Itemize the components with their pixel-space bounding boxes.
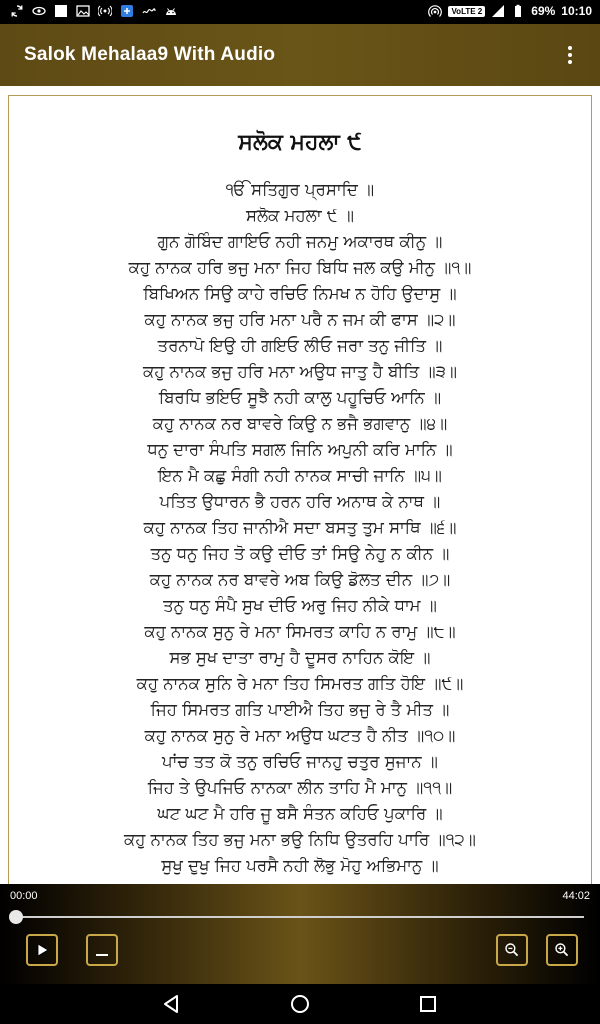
current-time: 00:00	[10, 890, 38, 902]
verse-line: ਤਰਨਾਪੋ ਇਉ ਹੀ ਗਇਓ ਲੀਓ ਜਰਾ ਤਨੁ ਜੀਤਿ ॥	[157, 336, 443, 355]
scribble-icon	[142, 4, 156, 18]
verse-line: ਕਹੁ ਨਾਨਕ ਸੁਨਿ ਰੇ ਮਨਾ ਤਿਹ ਸਿਮਰਤ ਗਤਿ ਹੋਇ ॥੯॥	[136, 674, 464, 693]
sync-icon	[10, 4, 24, 18]
verse-line: ਕਹੁ ਨਾਨਕ ਭਜੁ ਹਰਿ ਮਨਾ ਅਉਧ ਜਾਤੁ ਹੈ ਬੀਤਿ ॥੩॥	[143, 362, 457, 381]
zoom-in-button[interactable]	[546, 934, 578, 966]
verse-line: ਬਿਰਧਿ ਭਇਓ ਸੂਝੈ ਨਹੀ ਕਾਲੁ ਪਹੂਚਿਓ ਆਨਿ ॥	[158, 388, 442, 407]
verse-line: ਇਨ ਮੈ ਕਛੁ ਸੰਗੀ ਨਹੀ ਨਾਨਕ ਸਾਚੀ ਜਾਨਿ ॥੫॥	[158, 466, 442, 485]
page-heading: ਸਲੋਕ ਮਹਲਾ ੯	[238, 130, 362, 155]
verse-line: ਧਨੁ ਦਾਰਾ ਸੰਪਤਿ ਸਗਲ ਜਿਨਿ ਅਪੁਨੀ ਕਰਿ ਮਾਨਿ ॥	[147, 440, 453, 459]
status-bar-system	[428, 4, 592, 18]
verse-line: ਤਨੁ ਧਨੁ ਸੰਪੈ ਸੁਖ ਦੀਓ ਅਰੁ ਜਿਹ ਨੀਕੇ ਧਾਮ ॥	[163, 596, 437, 615]
clock: 10:10	[561, 4, 592, 18]
play-button[interactable]	[26, 934, 58, 966]
verse-line: ਗੁਨ ਗੋਬਿੰਦ ਗਾਇਓ ਨਹੀ ਜਨਮੁ ਅਕਾਰਥ ਕੀਨੁ ॥	[157, 232, 443, 251]
battery-icon	[511, 4, 525, 18]
status-bar-notifications	[10, 4, 178, 18]
verse-line: ਪਾਂਚ ਤਤ ਕੋ ਤਨੁ ਰਚਿਓ ਜਾਨਹੁ ਚਤੁਰ ਸੁਜਾਨ ॥	[162, 752, 438, 771]
verse-line: ਸੁਖੁ ਦੁਖੁ ਜਿਹ ਪਰਸੈ ਨਹੀ ਲੋਭੁ ਮੋਹੁ ਅਭਿਮਾਨੁ ॥	[161, 856, 439, 875]
verse-line: ਪਤਿਤ ਉਧਾਰਨ ਭੈ ਹਰਨ ਹਰਿ ਅਨਾਥ ਕੇ ਨਾਥ ॥	[159, 492, 441, 511]
overflow-menu-icon	[568, 46, 572, 50]
minimize-button[interactable]	[86, 934, 118, 966]
android-icon	[164, 4, 178, 18]
text-card[interactable]	[8, 95, 592, 897]
verse-line: ੴ ਸਤਿਗੁਰ ਪ੍ਰਸਾਦਿ ॥	[225, 180, 375, 199]
zoom-out-button[interactable]	[496, 934, 528, 966]
verse-line: ਜਿਹ ਤੇ ਉਪਜਿਓ ਨਾਨਕਾ ਲੀਨ ਤਾਹਿ ਮੈ ਮਾਨੁ ॥੧੧॥	[147, 778, 453, 797]
app-icon	[120, 4, 134, 18]
app-bar	[0, 24, 600, 86]
volte-badge: VoLTE 2	[448, 6, 485, 17]
overflow-menu-button[interactable]	[558, 42, 582, 68]
hotspot-icon	[428, 4, 442, 18]
recents-icon[interactable]	[415, 991, 441, 1017]
home-icon[interactable]	[287, 991, 313, 1017]
minimize-icon	[94, 942, 110, 958]
back-icon[interactable]	[158, 991, 184, 1017]
seek-bar[interactable]	[16, 916, 584, 918]
square-icon	[54, 4, 68, 18]
seek-bar-thumb[interactable]	[9, 910, 23, 924]
verse-list	[9, 177, 591, 879]
verse-line: ਕਹੁ ਨਾਨਕ ਤਿਹ ਭਜੁ ਮਨਾ ਭਉ ਨਿਧਿ ਉਤਰਹਿ ਪਾਰਿ ॥੧੨॥	[124, 830, 476, 849]
zoom-in-icon	[554, 940, 570, 960]
image-icon	[76, 4, 90, 18]
verse-line: ਕਹੁ ਨਾਨਕ ਭਜੁ ਹਰਿ ਮਨਾ ਪਰੈ ਨ ਜਮ ਕੀ ਫਾਸ ॥੨॥	[144, 310, 456, 329]
verse-line: ਬਿਖਿਅਨ ਸਿਉ ਕਾਹੇ ਰਚਿਓ ਨਿਮਖ ਨ ਹੋਹਿ ਉਦਾਸੁ ॥	[143, 284, 457, 303]
verse-line: ਕਹੁ ਨਾਨਕ ਸੁਨੁ ਰੇ ਮਨਾ ਅਉਧ ਘਟਤ ਹੈ ਨੀਤ ॥੧੦॥	[144, 726, 456, 745]
verse-line: ਕਹੁ ਨਾਨਕ ਨਰ ਬਾਵਰੇ ਕਿਉ ਨ ਭਜੈ ਭਗਵਾਨੁ ॥੪॥	[152, 414, 448, 433]
zoom-out-icon	[504, 940, 520, 960]
verse-line: ਕਹੁ ਨਾਨਕ ਸੁਨੁ ਰੇ ਮਨਾ ਸਿਮਰਤ ਕਾਹਿ ਨ ਰਾਮੁ ॥੮॥	[144, 622, 456, 641]
navigation-bar	[0, 984, 600, 1024]
verse-line: ਕਹੁ ਨਾਨਕ ਹਰਿ ਭਜੁ ਮਨਾ ਜਿਹ ਬਿਧਿ ਜਲ ਕਉ ਮੀਨੁ ॥੧॥	[128, 258, 472, 277]
battery-level: 69%	[531, 4, 556, 18]
verse-line: ਕਹੁ ਨਾਨਕ ਤਿਹ ਜਾਨੀਐ ਸਦਾ ਬਸਤੁ ਤੁਮ ਸਾਥਿ ॥੬॥	[143, 518, 457, 537]
verse-line: ਸਭ ਸੁਖ ਦਾਤਾ ਰਾਮੁ ਹੈ ਦੂਸਰ ਨਾਹਿਨ ਕੋਇ ॥	[169, 648, 431, 667]
play-icon	[34, 942, 50, 958]
app-title: Salok Mehalaa9 With Audio	[24, 44, 276, 65]
status-bar	[0, 0, 600, 24]
verse-line: ਜਿਹ ਸਿਮਰਤ ਗਤਿ ਪਾਈਐ ਤਿਹ ਭਜੁ ਰੇ ਤੈ ਮੀਤ ॥	[150, 700, 450, 719]
eye-icon	[32, 4, 46, 18]
verse-line: ਸਲੋਕ ਮਹਲਾ ੯ ॥	[246, 206, 354, 225]
signal-icon	[491, 4, 505, 18]
overflow-menu-icon-dot	[568, 60, 572, 64]
verse-line: ਘਟ ਘਟ ਮੈ ਹਰਿ ਜੂ ਬਸੈ ਸੰਤਨ ਕਹਿਓ ਪੁਕਾਰਿ ॥	[157, 804, 443, 823]
overflow-menu-icon-dot	[568, 53, 572, 57]
verse-line: ਕਹੁ ਨਾਨਕ ਨਰ ਬਾਵਰੇ ਅਬ ਕਿਉ ਡੋਲਤ ਦੀਨ ॥੭॥	[149, 570, 451, 589]
total-time: 44:02	[562, 890, 590, 902]
verse-line: ਤਨੁ ਧਨੁ ਜਿਹ ਤੋ ਕਉ ਦੀਓ ਤਾਂ ਸਿਉ ਨੇਹੁ ਨ ਕੀਨ ॥	[150, 544, 450, 563]
audio-player	[0, 884, 600, 984]
broadcast-icon	[98, 4, 112, 18]
